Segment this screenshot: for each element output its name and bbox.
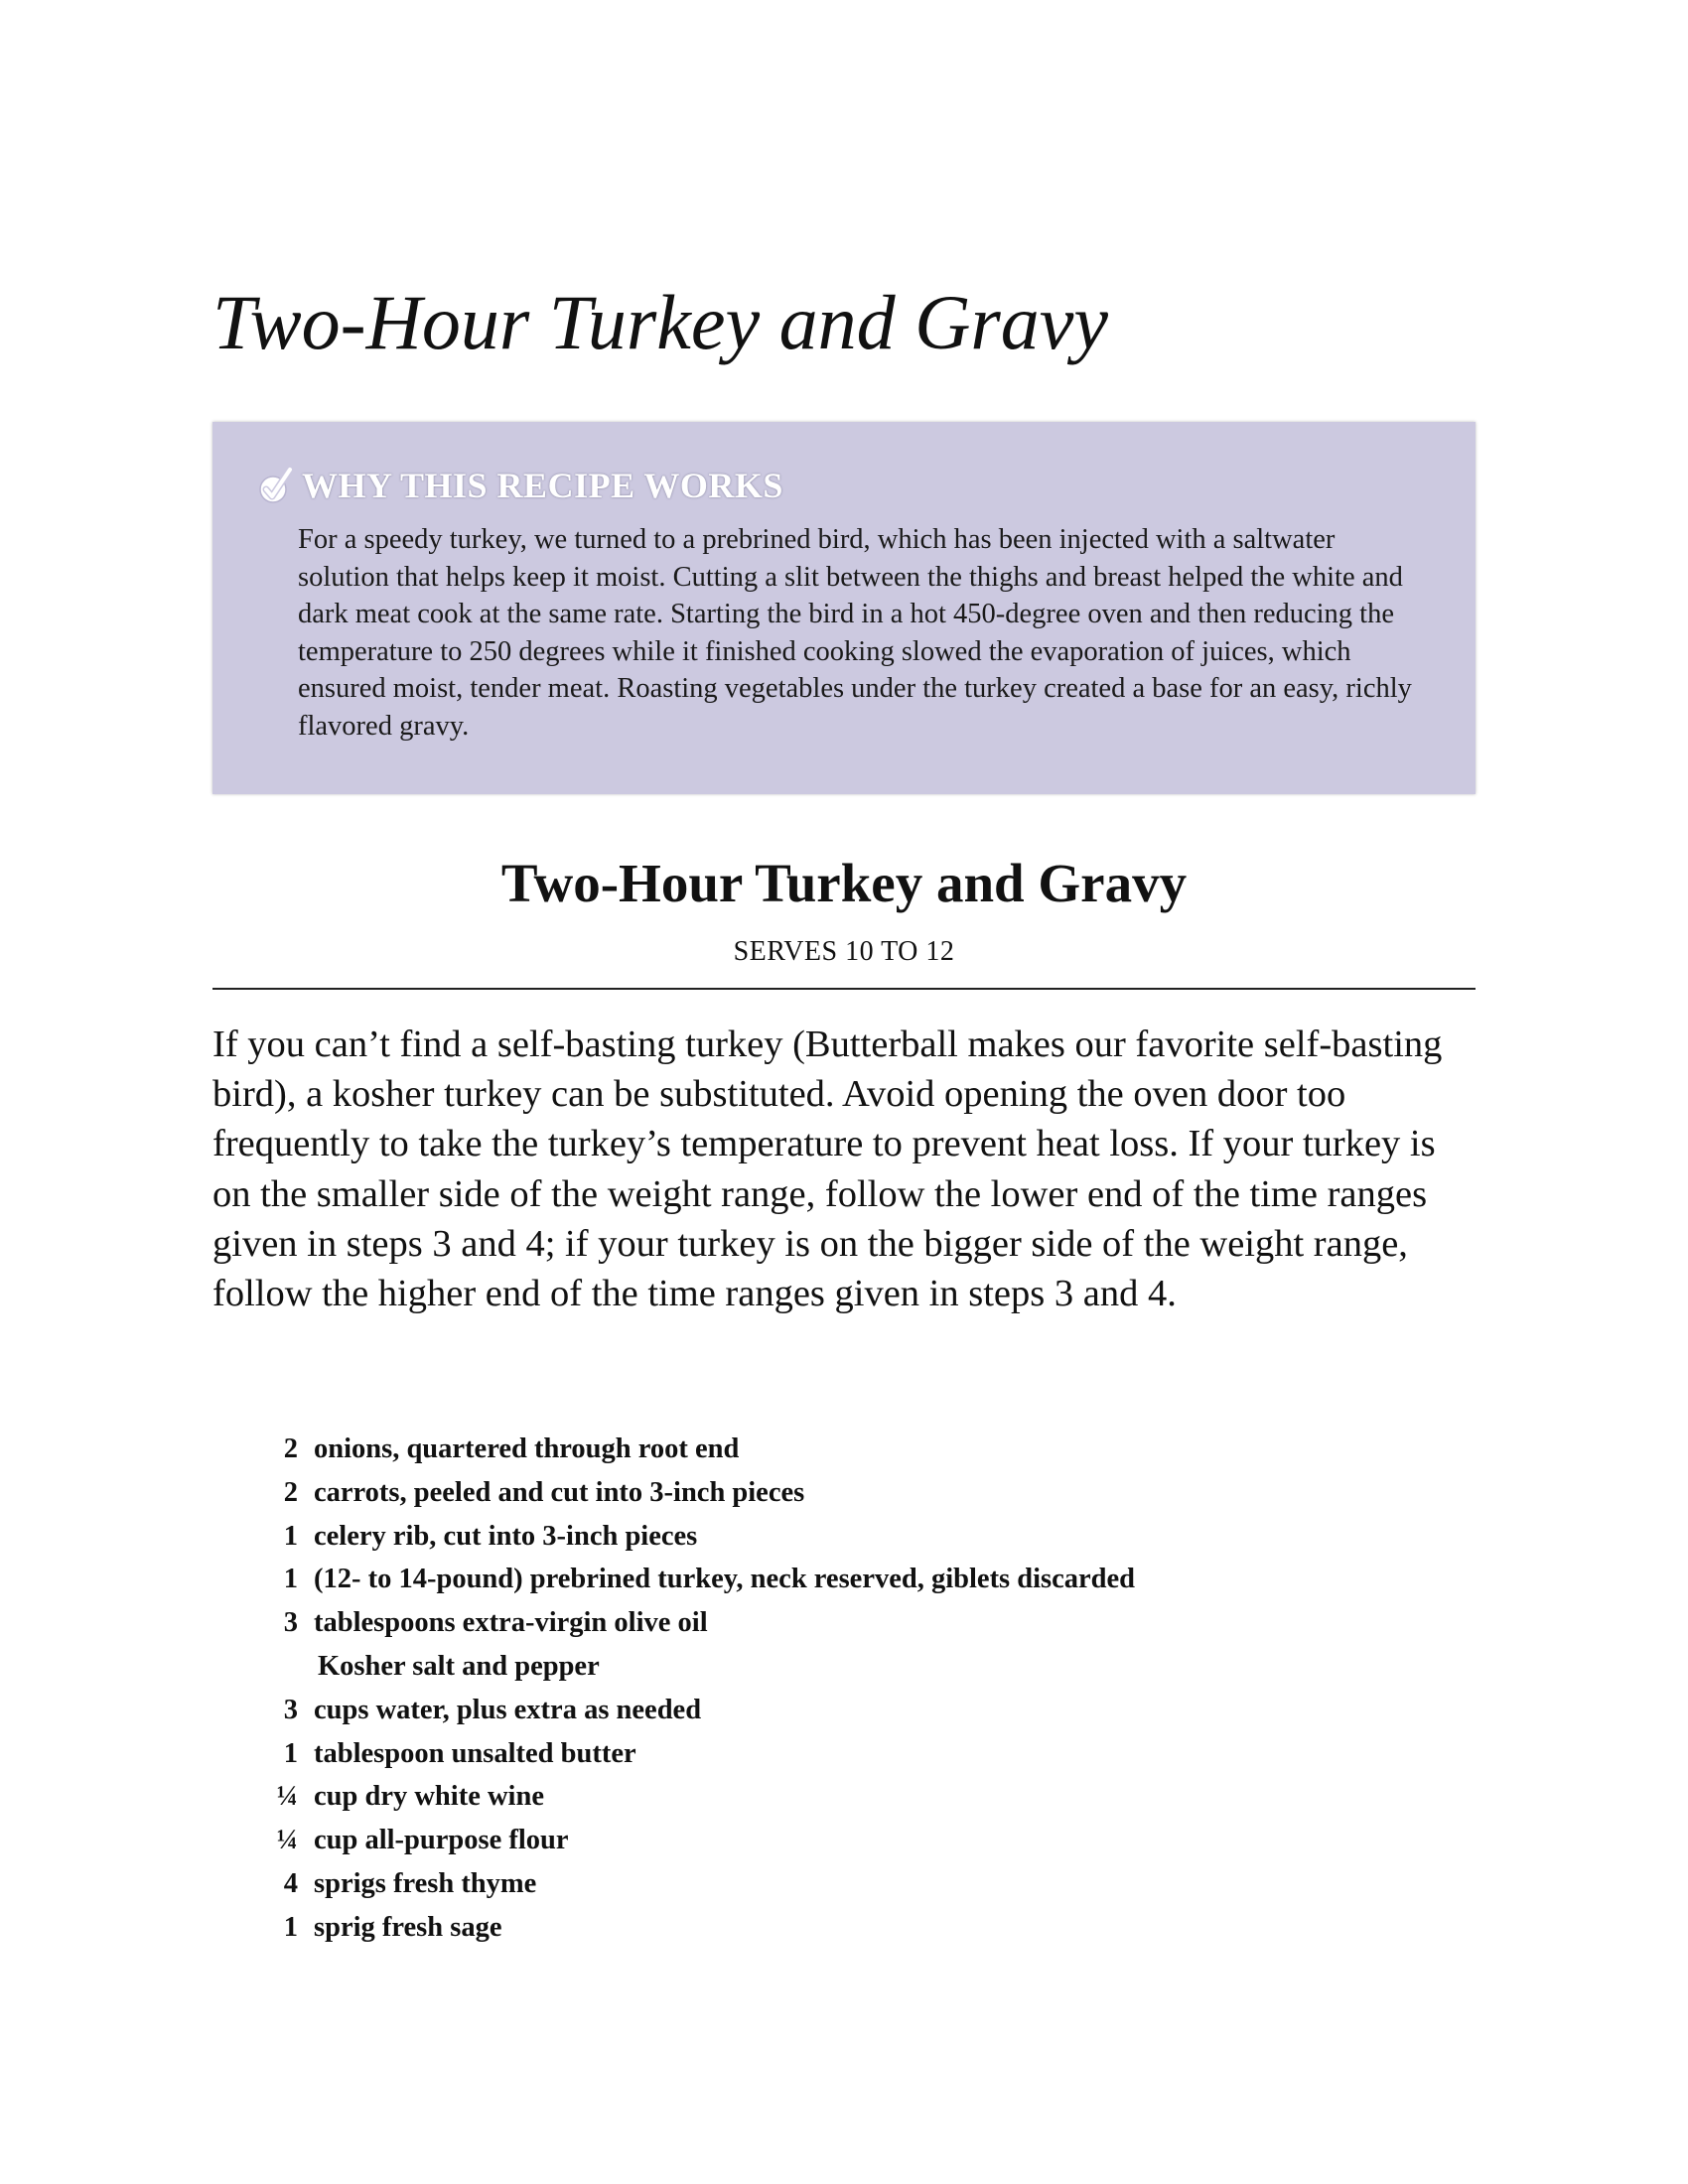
ingredient-qty: ¼ [276, 1825, 298, 1856]
divider-rule [212, 988, 1476, 990]
ingredient-qty: 3 [283, 1607, 298, 1639]
recipe-intro: If you can’t find a self-basting turkey (Butterball makes our favorite self-basting bird), a kosher turkey can be substituted. Avoid opening the oven door too frequently to take the turkey’s temperature to prevent heat loss. If your turkey is on the smaller side of the weight range, follow the lower end of the time ranges given in steps 3 and 4; if your turkey is on the bigger side of the weight range, follow the higher end of the time ranges given in steps 3 and 4. [212, 1024, 1443, 1315]
ingredient-text: celery rib, cut into 3-inch pieces [314, 1520, 698, 1552]
ingredient-item [258, 1819, 569, 1862]
ingredient-item [258, 1732, 636, 1776]
recipe-title: Two-Hour Turkey and Gravy [500, 853, 1188, 913]
checkmark-icon [256, 464, 296, 507]
ingredient-text: cup dry white wine [314, 1781, 544, 1813]
ingredient-item [258, 1645, 600, 1689]
ingredient-qty: 2 [283, 1476, 298, 1508]
ingredient-text: sprig fresh sage [314, 1911, 502, 1943]
why-this-recipe-works-box [212, 422, 1476, 794]
ingredient-qty: 1 [283, 1911, 298, 1943]
ingredient-text: (12- to 14-pound) prebrined turkey, neck reserved, giblets discarded [314, 1564, 1136, 1595]
ingredient-item [258, 1775, 544, 1819]
ingredient-qty: 1 [283, 1737, 298, 1769]
ingredient-qty: ¼ [276, 1781, 298, 1813]
why-box-text: For a speedy turkey, we turned to a prebrined bird, which has been injected with a saltwater solution that helps keep it moist. Cutting a slit between the thighs and breast helped the white and dark meat cook at the same rate. Starting the bird in a hot 450-degree oven and then reducing the temperature to 250 degrees while it finished cooking slowed the evaporation of juices, which ensured moist, tender meat. Roasting vegetables under the turkey created a base for an easy, richly flavored gravy. [298, 524, 1412, 742]
ingredient-text: carrots, peeled and cut into 3-inch pieces [314, 1476, 805, 1508]
serves-label: SERVES 10 TO 12 [733, 936, 955, 967]
ingredient-text: onions, quartered through root end [314, 1433, 740, 1464]
ingredient-item [258, 1471, 805, 1515]
ingredient-qty: 1 [283, 1520, 298, 1552]
why-box-header [256, 464, 783, 507]
ingredient-text: sprigs fresh thyme [314, 1867, 537, 1899]
ingredient-item [258, 1862, 537, 1906]
ingredient-list [258, 1428, 1136, 1950]
ingredient-item [258, 1689, 702, 1732]
ingredient-item [258, 1515, 698, 1559]
ingredient-text: cups water, plus extra as needed [314, 1694, 702, 1725]
ingredient-qty: 1 [283, 1564, 298, 1595]
ingredient-item [258, 1428, 740, 1471]
ingredient-text: tablespoons extra-virgin olive oil [314, 1607, 708, 1639]
ingredient-qty: 2 [283, 1433, 298, 1464]
ingredient-text: Kosher salt and pepper [318, 1650, 600, 1682]
ingredient-item [258, 1558, 1136, 1601]
why-box-heading: WHY THIS RECIPE WORKS [302, 466, 783, 505]
ingredient-qty: 4 [283, 1867, 298, 1899]
ingredient-qty: 3 [283, 1694, 298, 1725]
ingredient-item [258, 1906, 502, 1950]
ingredient-text: cup all-purpose flour [314, 1825, 569, 1856]
ingredient-text: tablespoon unsalted butter [314, 1737, 636, 1769]
page-title: Two-Hour Turkey and Gravy [212, 279, 1108, 365]
ingredient-item [258, 1601, 708, 1645]
